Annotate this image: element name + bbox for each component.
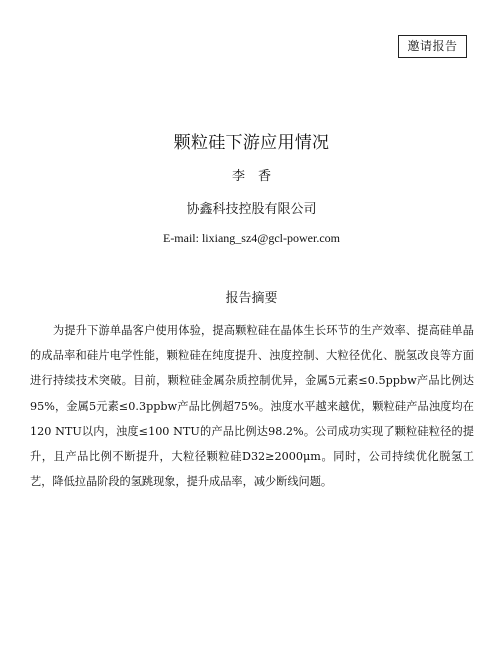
author-name: 李 香: [231, 169, 271, 184]
paper-title: 颗粒硅下游应用情况: [173, 133, 330, 153]
author-email: E-mail: lixiang_sz4@gcl-power.com: [162, 231, 340, 245]
abstract-body: 为提升下游单晶客户使用体验，提高颗粒硅在晶体生长环节的生产效率、提高硅单晶的成品率和硅片电学性能，颗粒硅在纯度提升、浊度控制、大粒径优化、脱氢改良等方面进行持续技术突破。目前，颗粒硅金属杂质控制优异，金属5元素≤0.5ppbw产品比例达95%，金属5元素≤0.3ppbw产品比例超75%。浊度水平越来越优，颗粒硅产品浊度均在120 NTU以内，浊度≤100 NTU的产品比例达98.2%。公司成功实现了颗粒硅粒径的提升，且产品比例不断提升，大粒径颗粒硅D32≥2000μm。同时，公司持续优化脱氢工艺，降低拉晶阶段的氢跳现象，提升成品率，减少断线问题。: [30, 324, 474, 489]
report-type-badge: 邀请报告: [398, 35, 467, 58]
abstract-heading: 报告摘要: [225, 291, 278, 306]
author-affiliation: 协鑫科技控股有限公司: [186, 202, 317, 217]
